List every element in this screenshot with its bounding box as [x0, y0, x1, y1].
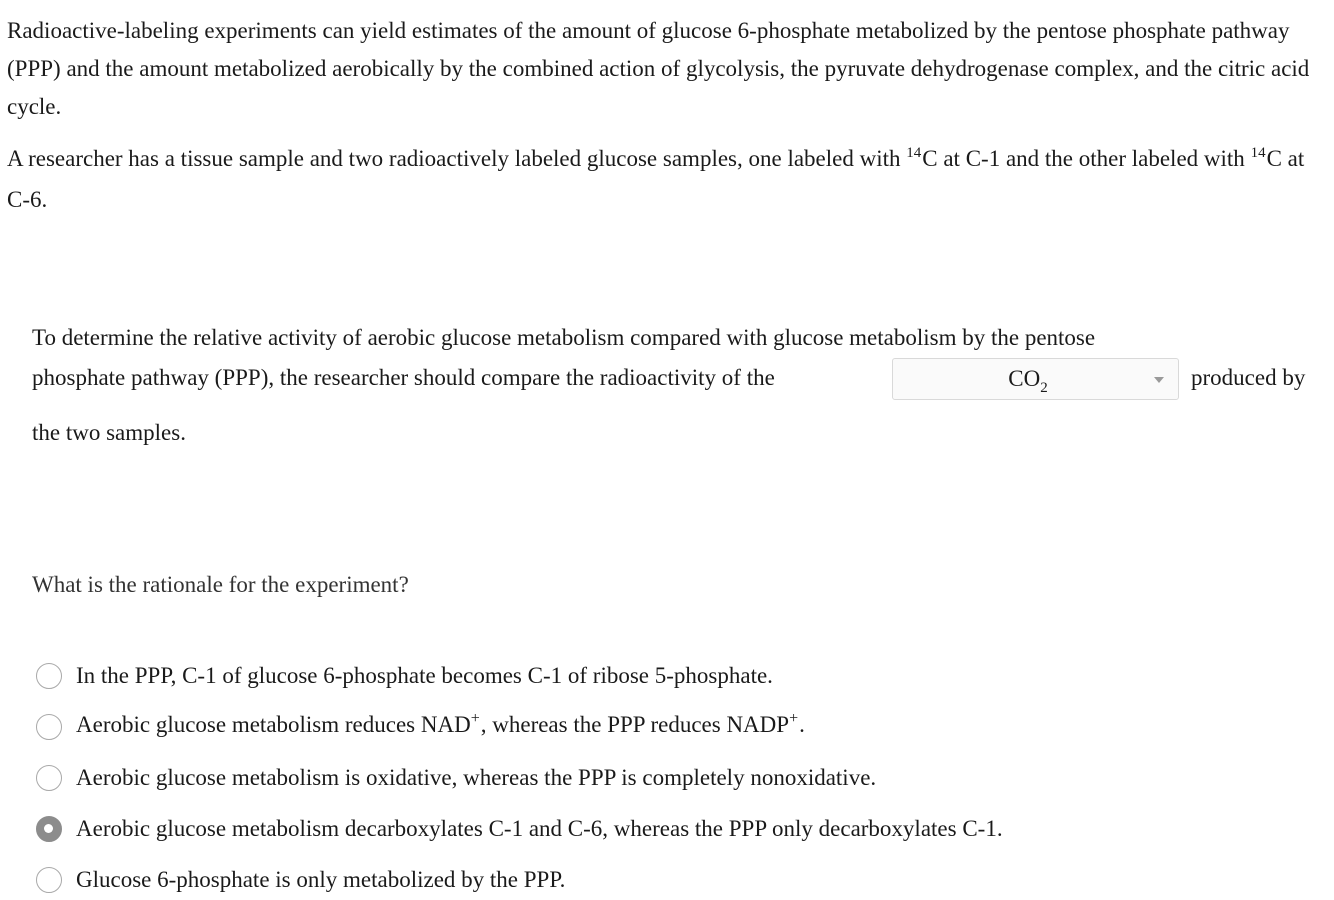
option-label: In the PPP, C-1 of glucose 6-phosphate becomes C-1 of ribose 5-phosphate.: [76, 662, 773, 688]
radio-button[interactable]: [36, 714, 62, 740]
isotope-superscript-1: 14: [906, 145, 922, 161]
intro-p2-text-c: C at C-6.: [7, 146, 1305, 212]
chevron-down-icon: [1154, 377, 1164, 383]
option-5[interactable]: [36, 854, 1003, 900]
dropdown-value-subscript: 2: [1040, 380, 1048, 396]
intro-paragraph-1: Radioactive-labeling experiments can yield estimates of the amount of glucose 6-phosphate metabolized by the pentose phosphate pathway (PPP) and the amount metabolized aerobically by the combined action of glycolysis, the pyruvate dehydrogenase complex, and the citric acid cycle.: [7, 18, 1310, 119]
radio-button[interactable]: [36, 765, 62, 791]
option-2-text-a: Aerobic glucose metabolism reduces NAD: [76, 712, 471, 737]
option-2-text-c: .: [799, 712, 805, 737]
option-label: [76, 706, 805, 747]
answer-options: [36, 650, 1003, 900]
option-label: Glucose 6-phosphate is only metabolized by the PPP.: [76, 866, 566, 892]
dropdown-selected-value: [893, 359, 1163, 401]
question-line-3: the two samples.: [32, 420, 186, 445]
radio-button[interactable]: [36, 867, 62, 893]
charge-superscript-1: +: [470, 710, 480, 727]
option-label: Aerobic glucose metabolism is oxidative, whereas the PPP is completely nonoxidative.: [76, 764, 877, 790]
question-line-2: phosphate pathway (PPP), the researcher should compare the radioactivity of the: [32, 365, 775, 390]
intro-paragraph-2: [7, 140, 1317, 219]
intro-p2-text-a: A researcher has a tissue sample and two radioactively labeled glucose samples, one labeled with: [7, 146, 907, 171]
option-2-text-b: , whereas the PPP reduces NADP: [480, 712, 790, 737]
question-line-2-after: produced by: [1191, 365, 1306, 390]
radio-button[interactable]: [36, 663, 62, 689]
option-label: Aerobic glucose metabolism decarboxylates C-1 and C-6, whereas the PPP only decarboxylates C-1.: [76, 815, 1003, 841]
option-1[interactable]: [36, 650, 1003, 701]
option-2[interactable]: [36, 701, 1003, 752]
rationale-prompt: What is the rationale for the experiment?: [32, 572, 409, 597]
question-line-1: To determine the relative activity of aerobic glucose metabolism compared with glucose metabolism by the pentose: [32, 325, 1096, 350]
answer-dropdown[interactable]: [892, 358, 1179, 400]
option-4[interactable]: [36, 803, 1003, 854]
dropdown-value-main: CO: [1008, 366, 1041, 391]
option-3[interactable]: [36, 752, 1003, 803]
intro-p2-text-b: C at C-1 and the other labeled with: [922, 146, 1251, 171]
isotope-superscript-2: 14: [1250, 145, 1266, 161]
charge-superscript-2: +: [789, 710, 799, 727]
radio-button[interactable]: [36, 816, 62, 842]
